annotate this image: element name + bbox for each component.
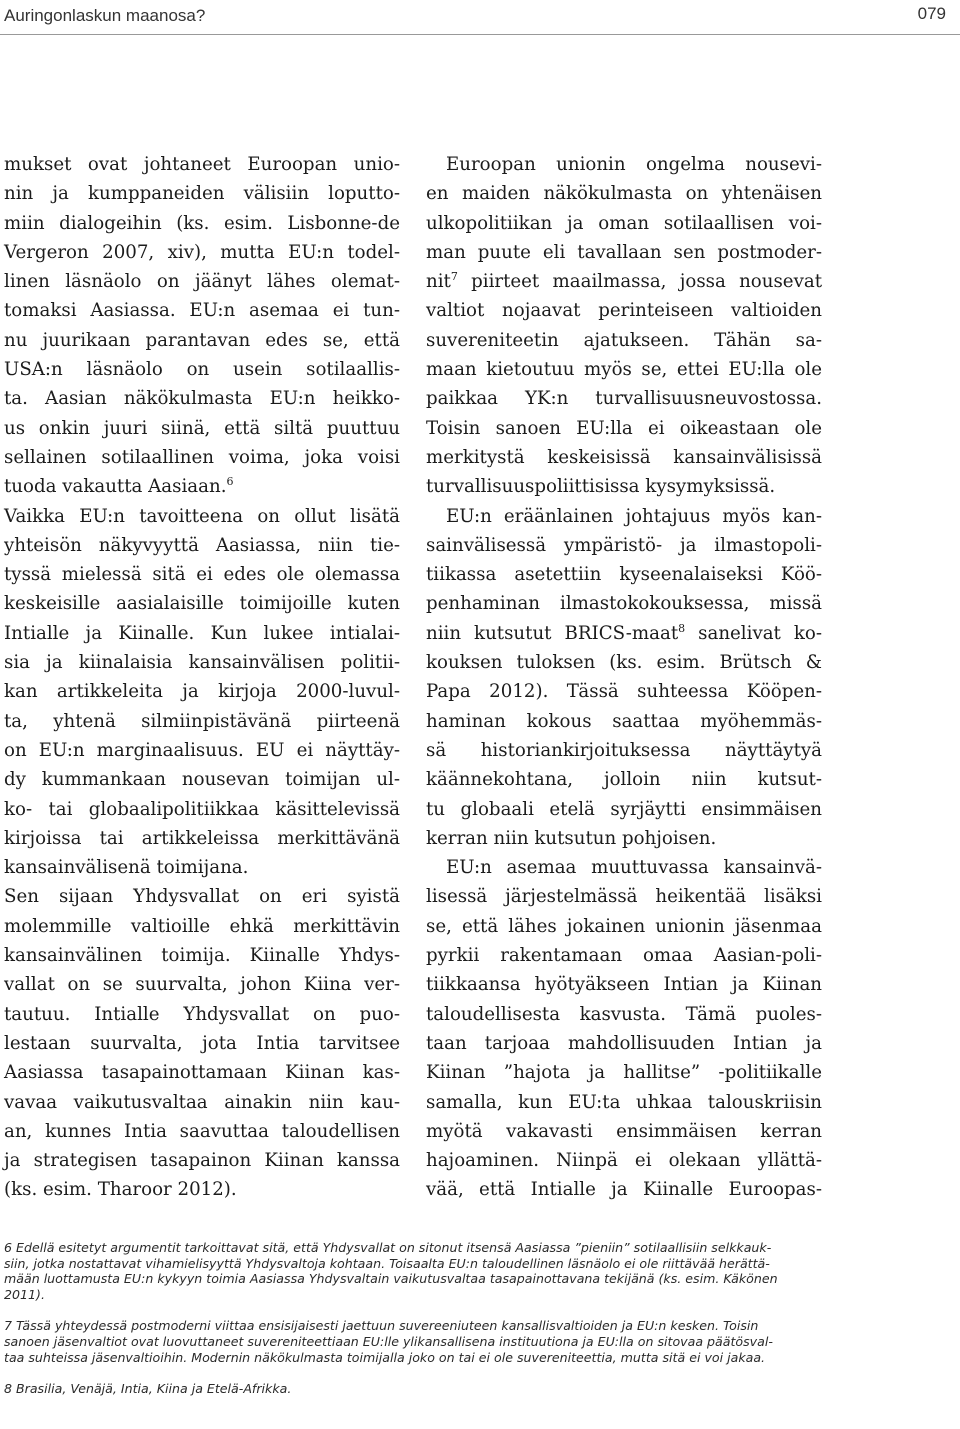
body-line: Aasiassa tasapainottamaan Kiinan kas- [4, 1062, 400, 1084]
body-line: turvallisuuspoliittisissa kysymyksissä. [426, 476, 776, 498]
footnote-line: 7 Tässä yhteydessä postmoderni viittaa ensisijaisesti jaettuun suvereeniuteen kansallisvaltioiden ja EU:n kesken. Toisin [4, 1318, 759, 1334]
body-line: dy kummankaan nousevan toimijan ul- [4, 769, 400, 791]
body-line: USA:n läsnäolo on usein sotilaallis- [4, 359, 400, 381]
footnote-8 [4, 1381, 824, 1397]
body-line: tiikassa asetettiin kyseenalaiseksi Köö- [426, 564, 822, 586]
body-line: sä historiankirjoituksessa näyttäytyä [426, 739, 822, 761]
body-line: kerran niin kutsutun pohjoisen. [426, 827, 717, 849]
body-text: nit [426, 271, 451, 293]
footnotes [4, 1240, 824, 1413]
body-line: EU:n eräänlainen johtajuus myös kan- [446, 505, 822, 527]
body-line: kirjoissa tai artikkeleissa merkittävänä [4, 827, 400, 849]
body-line: tiikkaansa hyötyäkseen Intian ja Kiinan [426, 974, 822, 996]
body-line: Vaikka EU:n tavoitteena on ollut lisätä [4, 505, 400, 527]
body-line: suvereniteetin ajatukseen. Tähän sa- [426, 329, 822, 351]
body-line: kan artikkeleita ja kirjoja 2000-luvul- [4, 681, 400, 703]
right-column [426, 150, 822, 1205]
footnote-line: sanoen jäsenvaltiot ovat luovuttaneet suvereniteettiaan EU:lle ylikansallisena instituutiona ja EU:lla on sitovaa päätösval- [4, 1333, 773, 1349]
body-line: käännekohtana, jolloin niin kutsut- [426, 769, 822, 791]
body-text: piirteet maailmassa, jossa nousevat [457, 271, 822, 293]
body-line: maan kietoutuu myös se, ettei EU:lla ole [426, 359, 822, 381]
body-line [426, 267, 822, 296]
body-line: keskeisille aasialaisille toimijoille kuten [4, 593, 400, 615]
body-line: molemmille valtioille ehkä merkittävin [4, 915, 400, 937]
running-title: Auringonlaskun maanosa? [4, 6, 206, 25]
body-line: an, kunnes Intia saavuttaa taloudellisen [4, 1120, 400, 1142]
body-line: man puute eli tavallaan sen postmoder- [426, 241, 822, 263]
body-line: sia ja kiinalaisia kansainvälisen politii- [4, 652, 400, 674]
body-line: sainvälisessä ympäristö- ja ilmastopoli- [426, 534, 822, 556]
body-line: myötä vakavasti ensimmäisen kerran [426, 1120, 822, 1142]
body-line: valtiot nojaavat perinteiseen valtioiden [426, 300, 822, 322]
body-line: Sen sijaan Yhdysvallat on eri syistä [4, 886, 400, 908]
body-line: ulkopolitiikan ja oman sotilaallisen voi- [426, 212, 822, 234]
body-line: Papa 2012). Tässä suhteessa Kööpen- [426, 681, 822, 703]
footnote-line: mään luottamusta EU:n kykyyn toimia Aasiassa Yhdysvaltain vaikutusvaltaa tasapainottavana tekijänä (ks. esim. Käkönen [4, 1271, 778, 1287]
body-line: pyrkii rakentamaan omaa Aasian-poli- [426, 945, 822, 967]
body-line: tautuu. Intialle Yhdysvallat on puo- [4, 1003, 400, 1025]
body-line: en maiden näkökulmasta on yhtenäisen [426, 183, 822, 205]
body-line: taan tarjoaa mahdollisuuden Intian ja [426, 1032, 822, 1054]
page-number: 079 [917, 4, 946, 23]
body-line: Intialle ja Kiinalle. Kun lukee intialai- [4, 622, 400, 644]
body-line [426, 619, 822, 648]
body-line: mukset ovat johtaneet Euroopan unio- [4, 154, 400, 175]
footnote-marker-6[interactable]: 6 [226, 475, 234, 489]
body-text: tuoda vakautta Aasiaan. [4, 476, 227, 498]
footnote-line: 2011). [4, 1286, 45, 1302]
body-text: niin kutsutut BRICS-maat [426, 622, 679, 644]
body-line: EU:n asemaa muuttuvassa kansainvä- [446, 857, 822, 879]
body-line: ta. Aasian näkökulmasta EU:n heikko- [4, 388, 400, 410]
footnote-7 [4, 1318, 824, 1365]
body-line: miin dialogeihin (ks. esim. Lisbonne-de [4, 212, 400, 234]
header-rule [0, 34, 960, 35]
body-line: Vergeron 2007, xiv), mutta EU:n todel- [4, 241, 400, 263]
footnote-line: siin, jotka nostattavat vihamielisyyttä Yhdysvaltoja kohtaan. Toisaalta EU:n taloudellinen läsnäolo ei ole riittävää herättä- [4, 1255, 770, 1271]
body-line: lisessä järjestelmässä heikentää lisäksi [426, 886, 822, 908]
body-line: samalla, kun EU:ta uhkaa talouskriisin [426, 1091, 822, 1113]
footnote-line: 6 Edellä esitetyt argumentit tarkoittavat sitä, että Yhdysvallat on sitonut itsensä Aasiassa ”pieniin” sotilaallisiin selkkauk- [4, 1240, 772, 1255]
body-line: tu globaali etelä syrjäytti ensimmäisen [426, 798, 822, 820]
body-line: vallat on se suurvalta, johon Kiina ver- [4, 974, 400, 996]
body-line: Toisin sanoen EU:lla ei oikeastaan ole [426, 417, 822, 439]
body-line: se, että lähes jokainen unionin jäsenmaa [426, 915, 822, 937]
body-line: hajoaminen. Niinpä ei olekaan yllättä- [426, 1150, 822, 1172]
body-line: vavaa vaikutusvaltaa ainakin niin kau- [4, 1091, 400, 1113]
body-line: nin ja kumppaneiden välisiin loputto- [4, 183, 400, 205]
body-line: ko- tai globaalipolitiikkaa käsittelevissä [4, 798, 400, 820]
footnote-marker-8[interactable]: 8 [678, 621, 686, 635]
body-line: Kiinan ”hajota ja hallitse” -politiikalle [426, 1062, 822, 1084]
body-line: on EU:n marginaalisuus. EU ei näyttäy- [4, 739, 400, 761]
body-text: sanelivat ko- [685, 622, 822, 644]
body-line: yhteisön näkyvyyttä Aasiassa, niin tie- [4, 534, 400, 556]
footnote-line: 8 Brasilia, Venäjä, Intia, Kiina ja Etelä-Afrikka. [4, 1381, 292, 1397]
body-line: haminan kokous saattaa myöhemmäs- [426, 710, 822, 732]
body-line: vää, että Intialle ja Kiinalle Euroopas- [426, 1179, 822, 1201]
body-line: kouksen tuloksen (ks. esim. Brütsch & [426, 652, 822, 674]
body-line: linen läsnäolo on jäänyt lähes olemat- [4, 271, 400, 293]
body-line: lestaan suurvalta, jota Intia tarvitsee [4, 1032, 400, 1054]
body-line: tomaksi Aasiassa. EU:n asemaa ei tun- [4, 300, 400, 322]
body-line: kansainvälisenä toimijana. [4, 857, 249, 879]
body-line: taloudellisesta kasvusta. Tämä puoles- [426, 1003, 822, 1025]
body-line: penhaminan ilmastokokouksessa, missä [426, 593, 822, 615]
running-header [4, 4, 960, 30]
body-line: ja strategisen tasapainon Kiinan kanssa [4, 1150, 400, 1172]
body-line: us onkin juuri siinä, että siltä puuttuu [4, 417, 400, 439]
body-line [4, 472, 400, 501]
footnote-marker-7[interactable]: 7 [450, 270, 458, 284]
body-line: tyssä mielessä sitä ei edes ole olemassa [4, 564, 400, 586]
body-line: paikkaa YK:n turvallisuusneuvostossa. [426, 388, 822, 410]
footnote-line: taa suhteissa jäsenvaltioihin. Modernin näkökulmasta toimijalla joko on tai ei ole suvereniteettia, mutta sitä ei voi jakaa. [4, 1349, 766, 1365]
footnote-6 [4, 1240, 824, 1302]
body-line: (ks. esim. Tharoor 2012). [4, 1179, 237, 1201]
body-line: ta, yhtenä silmiinpistävänä piirteenä [4, 710, 400, 732]
body-line: nu juurikaan parantavan edes se, että [4, 329, 400, 351]
body-line: sellainen sotilaallinen voima, joka voisi [4, 446, 400, 468]
body-line: Euroopan unionin ongelma nousevi- [446, 154, 822, 175]
left-column [4, 150, 400, 1205]
body-line: kansainvälinen toimija. Kiinalle Yhdys- [4, 945, 400, 967]
body-line: merkitystä keskeisissä kansainvälisissä [426, 446, 822, 468]
